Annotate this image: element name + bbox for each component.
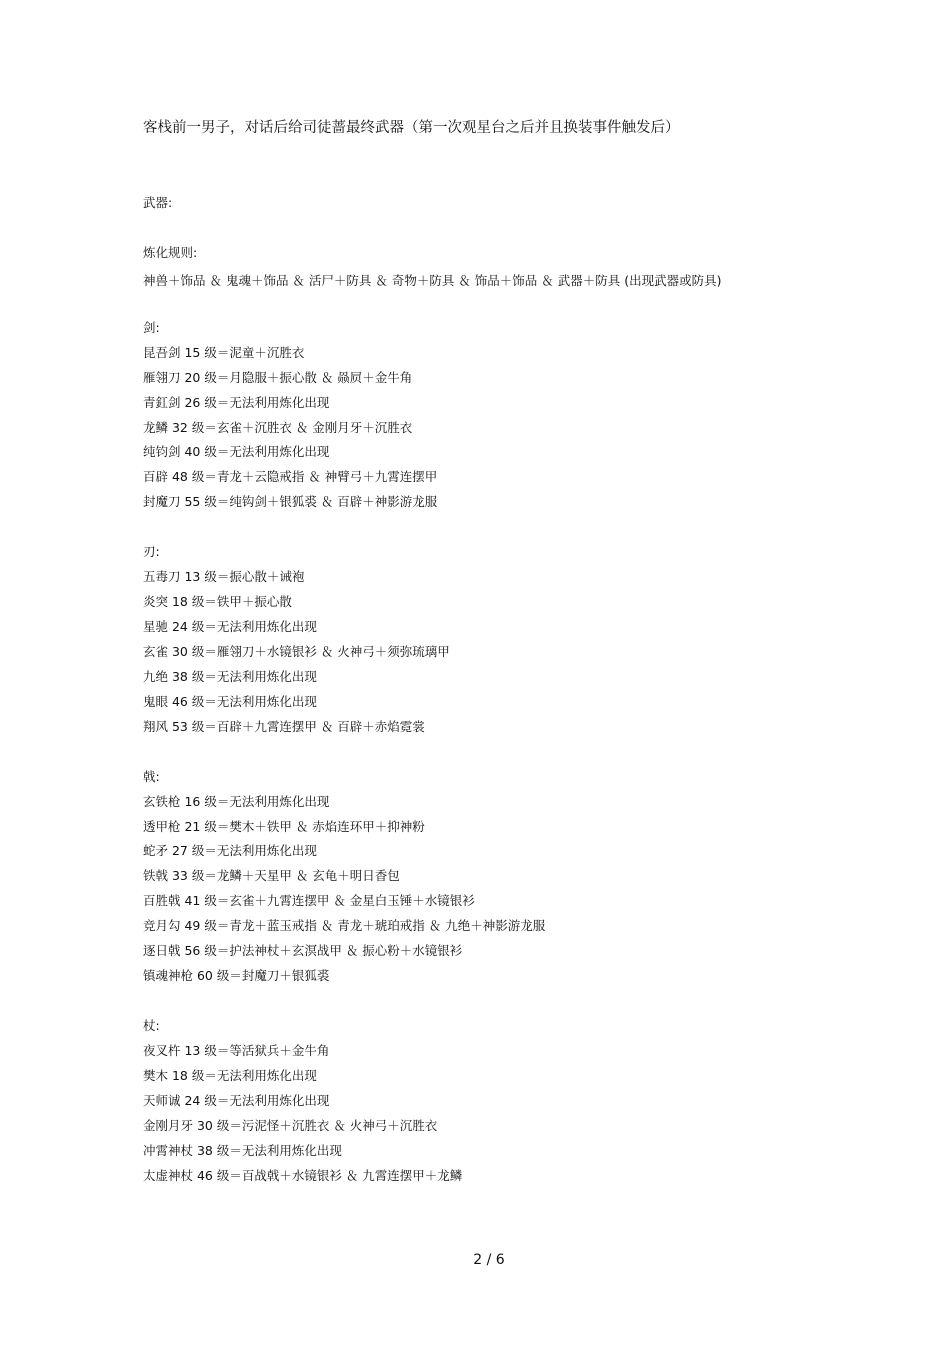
section-label-blade: 刃:: [143, 544, 160, 560]
spacer: [143, 293, 813, 318]
list-item: 炎突 18 级＝铁甲＋振心散: [143, 594, 292, 610]
list-item: 百辟 48 级＝青龙＋云隐戒指 ＆ 神臂弓＋九霄连摆甲: [143, 469, 438, 485]
list-item: 百胜戟 41 级＝玄雀＋九霄连摆甲 ＆ 金星白玉锤＋水镜银衫: [143, 893, 475, 909]
list-item: 天师诚 24 级＝无法利用炼化出现: [143, 1092, 330, 1108]
list-item: 青釭剑 26 级＝无法利用炼化出现: [143, 394, 330, 410]
list-item: 逐日戟 56 级＝护法神杖＋玄溟战甲 ＆ 振心粉＋水镜银衫: [143, 943, 463, 959]
list-item: 封魔刀 55 级＝纯钩剑＋银狐裘 ＆ 百辟＋神影游龙服: [143, 494, 438, 510]
rules-text: 神兽＋饰品 ＆ 鬼魂＋饰品 ＆ 活尸＋防具 ＆ 奇物＋防具 ＆ 饰品＋饰品 ＆ 武器＋防具 (出现武器或防具): [143, 272, 722, 288]
rules-label: 炼化规则:: [143, 244, 198, 260]
list-item: 龙鳞 32 级＝玄雀＋沉胜衣 ＆ 金刚月牙＋沉胜衣: [143, 419, 413, 435]
list-item: 透甲枪 21 级＝樊木＋铁甲 ＆ 赤焰连环甲＋抑神粉: [143, 818, 425, 834]
page-number: 2 / 6: [473, 1252, 505, 1268]
list-item: 纯钧剑 40 级＝无法利用炼化出现: [143, 444, 330, 460]
list-item: 星驰 24 级＝无法利用炼化出现: [143, 619, 317, 634]
spacer: [143, 742, 813, 767]
weapons-label: 武器:: [143, 195, 173, 210]
list-item: 鬼眼 46 级＝无法利用炼化出现: [143, 693, 317, 709]
section-label-halberd: 戟:: [143, 768, 160, 784]
list-item: 镇魂神枪 60 级＝封魔刀＋银狐裘: [143, 968, 330, 984]
section-label-sword: 剑:: [143, 319, 160, 335]
list-item: 玄铁枪 16 级＝无法利用炼化出现: [143, 793, 330, 809]
list-item: 九绝 38 级＝无法利用炼化出现: [143, 668, 317, 684]
list-item: 冲霄神杖 38 级＝无法利用炼化出现: [143, 1142, 342, 1158]
list-item: 昆吾剑 15 级＝泥童＋沉胜衣: [143, 344, 305, 360]
document-content: [143, 193, 813, 1191]
section-label-staff: 杖:: [143, 1018, 160, 1033]
list-item: 蛇矛 27 级＝无法利用炼化出现: [143, 843, 317, 859]
list-item: 玄雀 30 级＝雁翎刀＋水镜银衫 ＆ 火神弓＋须弥琉璃甲: [143, 643, 450, 659]
list-item: 翔风 53 级＝百辟＋九霄连摆甲 ＆ 百辟＋赤焰霓裳: [143, 718, 425, 734]
document-heading: 客栈前一男子，对话后给司徒蔷最终武器（第一次观星台之后并且换装事件触发后）: [143, 120, 680, 136]
spacer: [143, 991, 813, 1016]
list-item: 樊木 18 级＝无法利用炼化出现: [143, 1067, 317, 1083]
spacer: [143, 218, 813, 243]
list-item: 金刚月牙 30 级＝污泥怪＋沉胜衣 ＆ 火神弓＋沉胜衣: [143, 1117, 438, 1133]
list-item: 铁戟 33 级＝龙鳞＋天星甲 ＆ 玄龟＋明日香包: [143, 868, 400, 884]
list-item: 竞月勾 49 级＝青龙＋蓝玉戒指 ＆ 青龙＋琥珀戒指 ＆ 九绝＋神影游龙服: [143, 918, 546, 934]
list-item: 五毒刀 13 级＝振心散＋诫袍: [143, 569, 305, 585]
list-item: 雁翎刀 20 级＝月隐服＋振心散 ＆ 赑屃＋金牛角: [143, 369, 413, 385]
list-item: 太虚神杖 46 级＝百战戟＋水镜银衫 ＆ 九霄连摆甲＋龙鳞: [143, 1167, 463, 1183]
list-item: 夜叉杵 13 级＝等活狱兵＋金牛角: [143, 1042, 330, 1058]
spacer: [143, 517, 813, 542]
